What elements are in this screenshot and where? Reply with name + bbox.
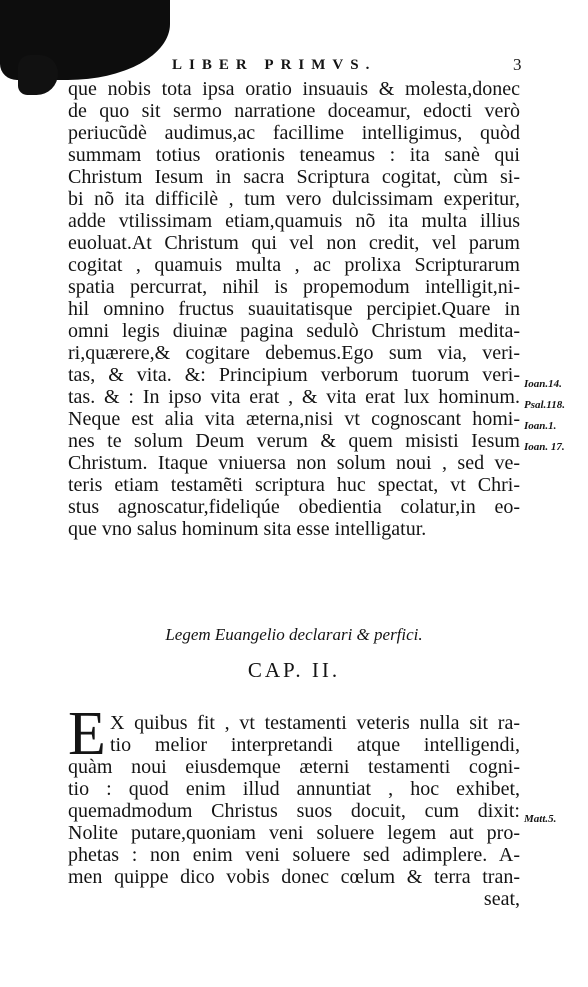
text-line: men quippe dico vobis donec cœlum & terra tran- [68, 866, 520, 888]
text-line: tio melior interpretandi atque intelligendi, [110, 734, 520, 756]
page-number: 3 [513, 55, 522, 74]
text-line: hil omnino fructus suauitatisque percipiet.Quare in [68, 298, 520, 320]
margin-note: Ioan.1. [524, 420, 557, 432]
ink-blot-drip [18, 55, 58, 95]
text-line: tas, & vita. &: Principium verborum tuorum veri- [68, 364, 520, 386]
margin-note: Ioan. 17. [524, 441, 565, 453]
text-line: omni legis diuinæ pagina sedulò Christum medita- [68, 320, 520, 342]
paragraph-2 [68, 712, 520, 910]
paragraph-1 [68, 78, 520, 540]
text-line: quàm noui eiusdemque æterni testamenti cogni- [68, 756, 520, 778]
text-line: stus agnoscatur,fideliqúe obedientia colatur,in eo- [68, 496, 520, 518]
text-line: que nobis tota ipsa oratio insuauis & molesta,donec [68, 78, 520, 100]
text-line: adde vtilissimam etiam,quamuis nõ ita multa illius [68, 210, 520, 232]
text-line: que vno salus hominum sita esse intelligatur. [68, 518, 427, 540]
margin-note: Psal.118. [524, 399, 565, 411]
text-line: ri,quærere,& cogitare debemus.Ego sum via, veri- [68, 342, 520, 364]
chapter-heading: CAP. II. [247, 658, 341, 682]
drop-capital: E [68, 700, 106, 768]
text-line: cogitat , quamuis multa , ac prolixa Scripturarum [68, 254, 520, 276]
margin-note: Ioan.14. [524, 378, 562, 390]
text-line: euoluat.At Christum qui vel non credit, vel parum [68, 232, 520, 254]
text-line: phetas : non enim veni soluere sed adimplere. A- [68, 844, 520, 866]
text-line: quemadmodum Christus suos docuit, cum dixit: [68, 800, 520, 822]
margin-note: Matt.5. [524, 813, 557, 825]
text-line: summam totius orationis teneamus : ita sanè qui [68, 144, 520, 166]
text-line: Christum. Itaque vniuersa non solum noui , sed ve- [68, 452, 520, 474]
section-subtitle: Legem Euangelio declarari & perfici. [165, 625, 423, 644]
text-line: tio : quod enim illud annuntiat , hoc exhibet, [68, 778, 520, 800]
text-line: de quo sit sermo narratione doceamur, edocti verò [68, 100, 520, 122]
text-line: Nolite putare,quoniam veni soluere legem aut pro- [68, 822, 520, 844]
text-line: teris etiam testamẽti scriptura huc spectat, vt Chri- [68, 474, 520, 496]
text-line: X quibus fit , vt testamenti veteris nulla sit ra- [110, 712, 520, 734]
text-line: tas. & : In ipso vita erat , & vita erat lux hominum. [68, 386, 520, 408]
text-line: nes te solum Deum verum & quem misisti Iesum [68, 430, 520, 452]
catchword: seat, [483, 888, 520, 910]
text-line: Christum Iesum in sacra Scriptura cogitat, cùm si- [68, 166, 520, 188]
running-head: LIBER PRIMVS. [172, 57, 377, 73]
text-line: spatia percurrat, nihil is propemodum intelligit,ni- [68, 276, 520, 298]
text-line: bi nõ ita difficilè , tum vero dulcissimam experitur, [68, 188, 520, 210]
text-line: periucũdè audimus,ac facillime intelligimus, quòd [68, 122, 520, 144]
text-line: Neque est alia vita æterna,nisi vt cognoscant homi- [68, 408, 520, 430]
